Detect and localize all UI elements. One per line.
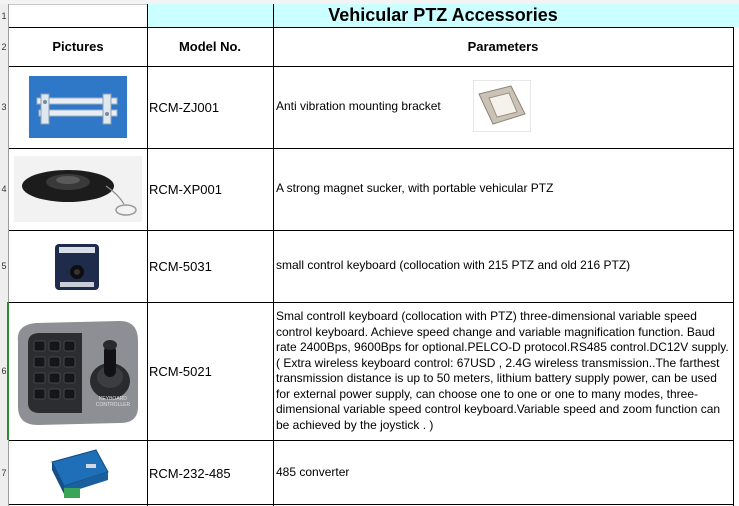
mounting-bracket-image [29,76,127,138]
model-cell-4[interactable]: RCM-5021 [149,363,212,379]
parameters-cell-4[interactable] [273,302,733,440]
parameters-text-1: Anti vibration mounting bracket [276,99,441,114]
parameters-text-3: small control keyboard (collocation with 215 PTZ and old 216 PTZ) [276,258,631,273]
grid-line-col-2 [273,4,274,506]
small-keyboard-image [49,236,107,296]
header-pictures[interactable]: Pictures [52,39,104,54]
picture-cell-4[interactable] [9,302,147,440]
picture-cell-2[interactable] [9,148,147,230]
joystick-keyboard-image [12,311,144,431]
model-cell-1[interactable]: RCM-ZJ001 [149,99,220,115]
mounting-plate-image [473,80,531,132]
row-header-6[interactable]: 6 [0,302,9,440]
picture-cell-1[interactable] [9,66,147,148]
grid-line-row-6 [9,440,733,441]
grid-line-row-3 [9,148,733,149]
sheet-title[interactable]: Vehicular PTZ Accessories [147,4,739,27]
parameters-text-4: Smal controll keyboard (collocation with PTZ) three-dimensional variable speed control keyboard. Achieve speed change and variable magnification function. Baud rate 2400Bps, 9600Bps for optional.PELCO-D protocol.RS485 control.DC12V supply. ( Extra wireless keyboard control: 67USD , 2.4G wireless transmission..The farthest transmission distance is up to 50 meters, lithium battery supply power, can be used for external power supply, can choose one to one or one to many modes, three-dimensional variable speed control keyboard.Variable speed and zoom function can be achieved by the joystick . ) [276,309,729,432]
header-model[interactable]: Model No. [178,39,242,54]
parameters-cell-2[interactable] [273,148,733,230]
model-cell-2[interactable]: RCM-XP001 [149,181,222,197]
parameters-text-2: A strong magnet sucker, with portable vehicular PTZ [276,181,554,196]
parameters-cell-5[interactable] [273,440,733,506]
row-header-2[interactable]: 2 [0,27,9,66]
converter-image [42,444,114,502]
grid-line-row-2 [9,66,733,67]
grid-line-row-5 [9,302,733,303]
grid-line-row-4 [9,230,733,231]
picture-cell-5[interactable] [9,440,147,506]
header-parameters[interactable]: Parameters [467,39,539,54]
row-header-7[interactable]: 7 [0,440,9,506]
picture-cell-3[interactable] [9,230,147,302]
keyboard-caption: KEYBOARD CONTROLLER [95,396,131,408]
parameters-cell-3[interactable] [273,230,733,302]
row-header-5[interactable]: 5 [0,230,9,302]
row-header-3[interactable]: 3 [0,66,9,148]
model-cell-5[interactable]: RCM-232-485 [149,465,231,481]
parameters-text-5: 485 converter [276,465,350,480]
magnet-sucker-image [14,156,142,222]
model-cell-3[interactable]: RCM-5031 [149,258,212,274]
row-header-4[interactable]: 4 [0,148,9,230]
grid-line-row-1 [9,27,733,28]
grid-line-col-3 [733,27,734,506]
row-header-1[interactable]: 1 [0,4,9,27]
grid-line-col-1 [147,4,148,506]
grid-line-row-7 [9,504,733,505]
